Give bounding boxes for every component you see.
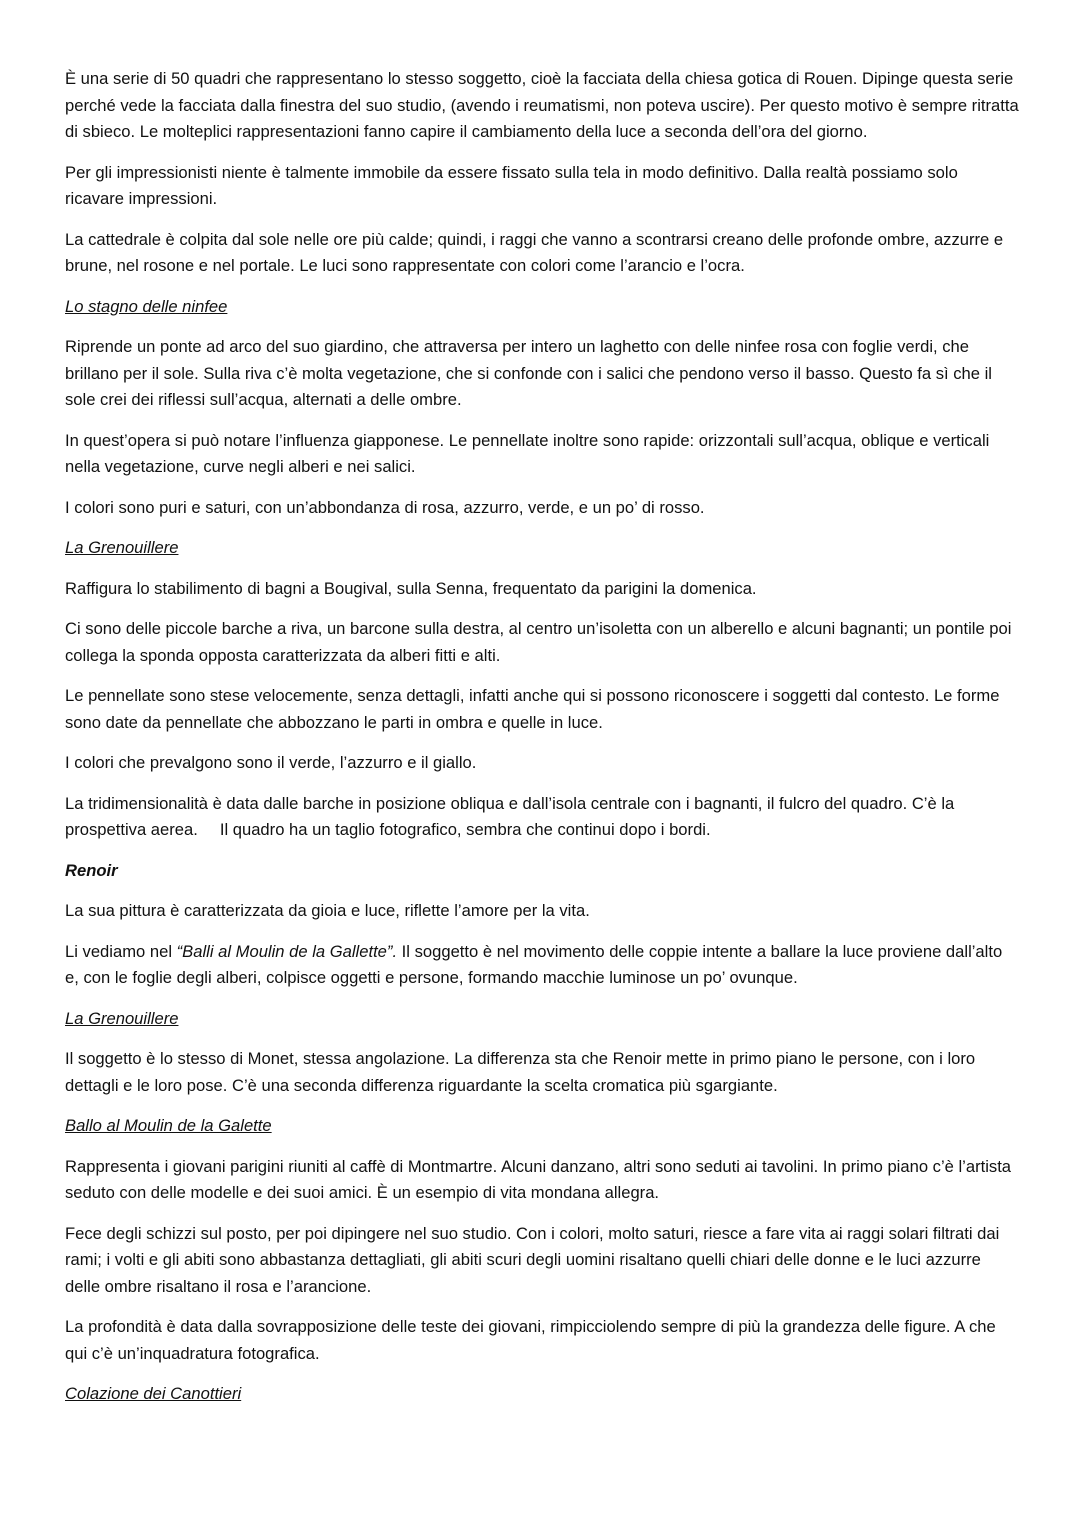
paragraph-balli-moulin-part1: Li vediamo nel: [65, 941, 177, 961]
paragraph-balli-moulin-title: “Balli al Moulin de la Gallette”.: [176, 941, 398, 961]
heading-grenouillere-monet: [65, 535, 1020, 562]
paragraph-rouen-series: È una serie di 50 quadri che rappresentano lo stesso soggetto, cioè la facciata della chiesa gotica di Rouen. Dipinge questa serie perché vede la facciata dalla finestra del suo studio, (avendo i reumatismi, non poteva uscire). Per questo motivo è sempre ritratta di sbieco. Le molteplici rappresentazioni fanno capire il cambiamento della luce a seconda dell’ora del giorno.: [65, 69, 1019, 141]
heading-renoir: [65, 858, 1020, 885]
heading-stagno-ninfee: [65, 294, 1020, 321]
paragraph-ponte-giardino: Riprende un ponte ad arco del suo giardino, che attraversa per intero un laghetto con delle ninfee rosa con foglie verdi, che brillano per il sole. Sulla riva c’è molta vegetazione, che si confonde con i salici che pendono verso il basso. Questo fa sì che il sole crei dei riflessi sull’acqua, alternati a delle ombre.: [65, 337, 992, 409]
paragraph-balli-moulin-part2: Il soggetto è nel movimento delle coppie intente a ballare la luce proviene dall’alto e, con le foglie degli alberi, colpisce oggetti e persone, formando macchie luminose un po’ ovunque.: [65, 941, 1003, 987]
paragraph-tridimensionalita-part1: La tridimensionalità è data dalle barche in posizione obliqua e dall’isola centrale con i bagnanti, il fulcro del quadro. C’è la prospettiva aerea.: [65, 793, 955, 839]
paragraph-confronto-monet: Il soggetto è lo stesso di Monet, stessa angolazione. La differenza sta che Renoir mette in primo piano le persone, con i loro dettagli e le loro pose. C’è una seconda differenza riguardante la scelta cromatica più sgargiante.: [65, 1049, 976, 1095]
paragraph-tridimensionalita: [65, 791, 1020, 844]
paragraph-cathedral-light: La cattedrale è colpita dal sole nelle ore più calde; quindi, i raggi che vanno a scontrarsi creano delle profonde ombre, azzurre e brune, nel rosone e nel portale. Le luci sono rappresentate con colori come l’arancio e l’ocra.: [65, 229, 1004, 275]
heading-renoir-text: Renoir: [65, 860, 118, 880]
paragraph-impressionists: Per gli impressionisti niente è talmente immobile da essere fissato sulla tela in modo definitivo. Dalla realtà possiamo solo ricavare impressioni.: [65, 162, 958, 208]
paragraph-montmartre: Rappresenta i giovani parigini riuniti al caffè di Montmartre. Alcuni danzano, altri sono seduti ai tavolini. In primo piano c’è l’artista seduto con delle modelle e dei suoi amici. È un esempio di vita mondana allegra.: [65, 1156, 1012, 1202]
heading-ballo-moulin-text: Ballo al Moulin de la Galette: [65, 1116, 272, 1135]
paragraph-renoir-gioia: La sua pittura è caratterizzata da gioia e luce, riflette l’amore per la vita.: [65, 901, 590, 920]
heading-colazione-canottieri: [65, 1381, 1020, 1408]
heading-grenouillere-renoir: [65, 1006, 1020, 1033]
heading-ballo-moulin: [65, 1113, 1020, 1140]
heading-grenouillere-renoir-text: La Grenouillere: [65, 1008, 179, 1028]
paragraph-balli-moulin: [65, 939, 1020, 992]
paragraph-influenza-giapponese: In quest’opera si può notare l’influenza giapponese. Le pennellate inoltre sono rapide: orizzontali sull’acqua, oblique e verticali nella vegetazione, curve negli alberi e nei salici.: [65, 430, 990, 476]
paragraph-barche: Ci sono delle piccole barche a riva, un barcone sulla destra, al centro un’isoletta con un alberello e alcuni bagnanti; un pontile poi collega la sponda opposta caratterizzata da alberi fitti e alti.: [65, 619, 1012, 665]
heading-stagno-ninfee-text: Lo stagno delle ninfee: [65, 296, 228, 316]
paragraph-schizzi: Fece degli schizzi sul posto, per poi dipingere nel suo studio. Con i colori, molto saturi, riesce a fare vita ai raggi solari filtrati dai rami; i volti e gli abiti sono abbastanza dettagliati, gli abiti scuri degli uomini risaltano quelli chiari delle donne e le luci azzurre delle ombre risaltano il rosa e l’arancione.: [65, 1223, 1000, 1296]
paragraph-tridimensionalita-part2: Il quadro ha un taglio fotografico, sembra che continui dopo i bordi.: [219, 820, 711, 839]
paragraph-colori-grenouillere: I colori che prevalgono sono il verde, l’azzurro e il giallo.: [65, 753, 477, 772]
paragraph-colori-ninfee: I colori sono puri e saturi, con un’abbondanza di rosa, azzurro, verde, e un po’ di rosso.: [65, 497, 705, 517]
heading-grenouillere-monet-text: La Grenouillere: [65, 538, 179, 557]
paragraph-profondita: La profondità è data dalla sovrapposizione delle teste dei giovani, rimpicciolendo sempre di più la grandezza delle figure. A che qui c’è un’inquadratura fotografica.: [65, 1317, 996, 1363]
paragraph-pennellate: Le pennellate sono stese velocemente, senza dettagli, infatti anche qui si possono riconoscere i soggetti dal contesto. Le forme sono date da pennellate che abbozzano le parti in ombra e quelle in luce.: [65, 686, 1000, 732]
heading-colazione-canottieri-text: Colazione dei Canottieri: [65, 1384, 242, 1403]
paragraph-bougival: Raffigura lo stabilimento di bagni a Bougival, sulla Senna, frequentato da parigini la domenica.: [65, 578, 757, 598]
